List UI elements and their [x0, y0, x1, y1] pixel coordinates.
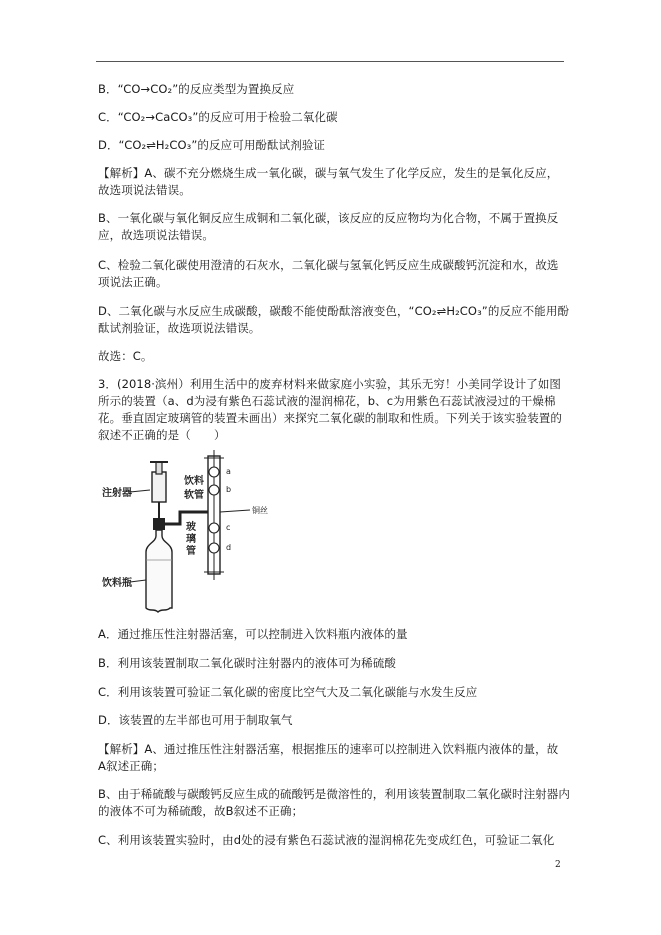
tube-label-2: 璃: [186, 534, 196, 545]
ball-label-c: c: [226, 523, 231, 532]
straw-label-2: 软管: [184, 490, 204, 501]
question3-line1: 3．(2018·滨州）利用生活中的废弃材料来做家庭小实验，其乐无穷！小美同学设计了如图: [98, 377, 562, 391]
analysis-c-line1: C、检验二氧化碳使用澄清的石灰水，二氧化碳与氢氧化钙反应生成碳酸钙沉淀和水，故选: [98, 258, 559, 272]
syringe-label: 注射器: [102, 488, 132, 499]
header-rule: [96, 61, 564, 62]
tube-label-3: 管: [186, 546, 196, 557]
bottle-leader: [130, 580, 146, 582]
option-d-line: D．“CO₂⇌H₂CO₃”的反应可用酚酞试剂验证: [98, 138, 326, 152]
analysis-a-line1: 【解析】A、碳不充分燃烧生成一氧化碳，碳与氧气发生了化学反应，发生的是氧化反应，: [98, 166, 559, 180]
wire-label: 铜丝: [252, 506, 268, 515]
q3-analysis-b-line1: B、由于稀硫酸与碳酸钙反应生成的硫酸钙是微溶性的，利用该装置制取二氧化碳时注射器内: [98, 787, 570, 801]
question3-line4: 叙述不正确的是（ ）: [98, 428, 226, 442]
ball-label-d: d: [226, 543, 232, 552]
bottle-label: 饮料瓶: [102, 578, 132, 589]
q3-analysis-a-line2: A叙述正确；: [98, 759, 164, 773]
q3-analysis-c-line1: C、利用该装置实验时，由d处的浸有紫色石蕊试液的湿润棉花先变成红色，可验证二氧化: [98, 833, 555, 847]
option-b-line: B．“CO→CO₂”的反应类型为置换反应: [98, 82, 295, 96]
syringe-leader: [130, 490, 150, 492]
question3-line2: 所示的装置（a、d为浸有紫色石蕊试液的湿润棉花，b、c为用紫色石蕊试液浸过的干燥棉: [98, 394, 556, 408]
bottle: [146, 518, 172, 612]
q3-analysis-b-line2: 的液体不可为稀硫酸，故B叙述不正确；: [98, 804, 304, 818]
tube-label-1: 玻: [186, 522, 196, 533]
copper-wire-leader: [220, 510, 250, 512]
analysis-a-line2: 故选项说法错误。: [98, 183, 191, 197]
analysis-d-line1: D、二氧化碳与水反应生成碳酸，碳酸不能使酚酞溶液变色，“CO₂⇌H₂CO₃”的反应不能用酚: [98, 304, 570, 318]
question3-line3: 花。垂直固定玻璃管的装置未画出）来探究二氧化碳的制取和性质。下列关于该实验装置的: [98, 411, 562, 425]
straw-label-1: 饮料: [184, 476, 204, 487]
ball-label-a: a: [226, 467, 231, 476]
glass-tube: [204, 450, 224, 580]
analysis-c-line2: 项说法正确。: [98, 275, 168, 289]
analysis-d-line2: 酞试剂验证，故选项说法错误。: [98, 321, 261, 335]
q3-analysis-a-line1: 【解析】A、通过推压性注射器活塞，根据推压的速率可以控制进入饮料瓶内液体的量，故: [98, 742, 559, 756]
q3-option-d: D．该装置的左半部也可用于制取氧气: [98, 713, 293, 727]
apparatus-figure: [100, 432, 320, 617]
q3-option-b: B．利用该装置制取二氧化碳时注射器内的液体可为稀硫酸: [98, 656, 396, 670]
page-number: 2: [555, 860, 561, 870]
q3-option-a: A．通过推压性注射器活塞，可以控制进入饮料瓶内液体的量: [98, 627, 408, 641]
q3-option-c: C．利用该装置可验证二氧化碳的密度比空气大及二氧化碳能与水发生反应: [98, 685, 478, 699]
answer-line: 故选：C。: [98, 349, 153, 363]
analysis-b-line2: 应，故选项说法错误。: [98, 228, 214, 242]
option-c-line: C．“CO₂→CaCO₃”的反应可用于检验二氧化碳: [98, 110, 338, 124]
syringe: [150, 462, 168, 518]
ball-label-b: b: [226, 485, 232, 494]
analysis-b-line1: B、一氧化碳与氧化铜反应生成铜和二氧化碳，该反应的反应物均为化合物，不属于置换反: [98, 211, 559, 225]
